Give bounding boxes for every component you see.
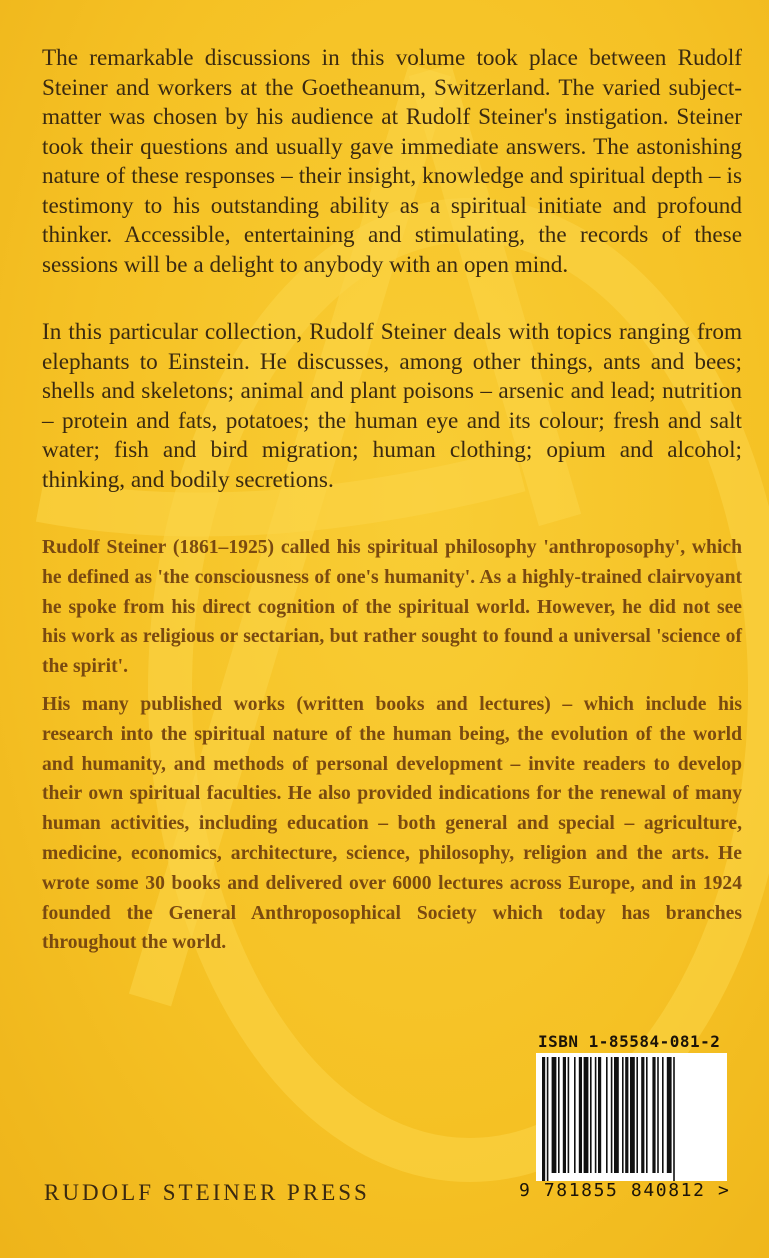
blurb-paragraph-1: The remarkable discussions in this volume took place between Rudolf Steiner and workers at the Goetheanum, Switzerland. The varied subject-matter was chosen by his audience at Rudolf Steiner's instigation. Steiner took their questions and usually gave immediate answers. The astonishing nature of these responses – their insight, knowledge and spiritual depth – is testimony to his outstanding ability as a spiritual initiate and profound thinker. Accessible, entertaining and stimulating, the records of these sessions will be a delight to anybody with an open mind. [42,45,742,278]
author-bio-paragraph-1: Rudolf Steiner (1861–1925) called his spiritual philosophy 'anthroposophy', which he defined as 'the consciousness of one's humanity'. As a highly-trained clairvoyant he spoke from his direct cognition of the spiritual world. However, he did not see his work as religious or sectarian, but rather sought to found a universal 'science of the spirit'. [42,537,742,678]
blurb-paragraph-2: In this particular collection, Rudolf Steiner deals with topics ranging from elephants to Einstein. He discusses, among other things, ants and bees; shells and skeletons; animal and plant poisons – arsenic and lead; nutrition – protein and fats, potatoes; the human eye and its colour; fresh and salt water; fish and bird migration; human clothing; opium and alcohol; thinking, and bodily secretions. [42,319,742,493]
barcode-icon [536,1053,727,1181]
publisher-name: RUDOLF STEINER PRESS [44,1180,370,1205]
author-bio-paragraph-2: His many published works (written books and lectures) – which include his research into the spiritual nature of the human being, the evolution of the world and humanity, and methods of personal development – invite readers to develop their own spiritual faculties. He also provided indications for the renewal of many human activities, including education – both general and special – agriculture, medicine, economics, architecture, science, philosophy, religion and the arts. He wrote some 30 books and delivered over 6000 lectures across Europe, and in 1924 founded the General Anthroposophical Society which today has branches throughout the world. [42,694,742,954]
isbn-label: ISBN 1-85584-081-2 [538,1032,721,1051]
barcode-number: 9 781855 840812 > [519,1180,731,1201]
